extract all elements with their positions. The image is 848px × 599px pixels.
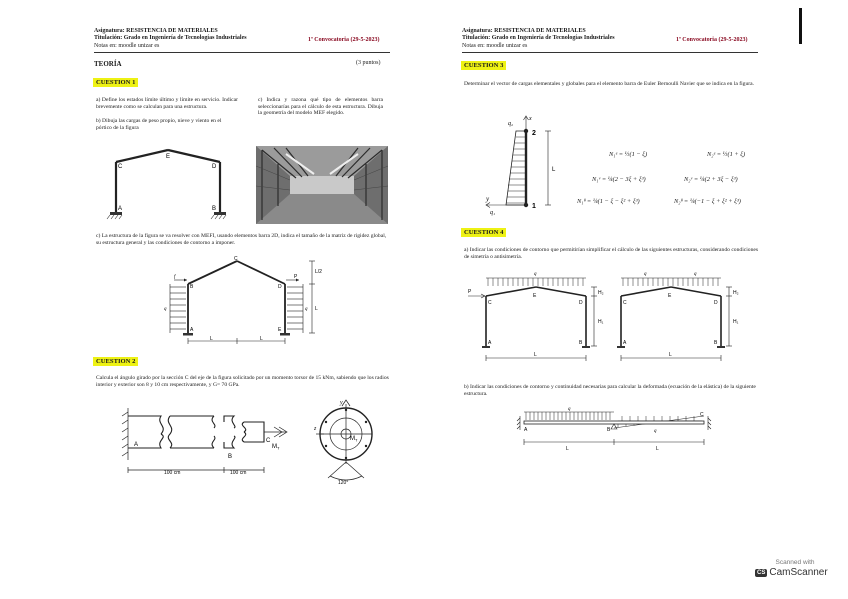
fr2-label-q1: q — [644, 272, 647, 277]
fr1-label-b: B — [579, 340, 583, 346]
right-notas: Notas en: moodle unizar es — [462, 42, 528, 49]
beam-label-y: y — [486, 195, 490, 203]
fr2-label-e: E — [668, 293, 672, 299]
shape-fn-1: N₁ᵉ = ½(1 − ξ) — [609, 151, 648, 158]
fem-label-q1: q — [164, 307, 167, 312]
scan-edge-mark — [799, 8, 802, 44]
shaft-dim-2: 100 cm — [230, 470, 247, 476]
fr1-label-h1: H₁ — [598, 319, 604, 325]
teoria-title: TEORÍA — [94, 60, 122, 68]
beam-label-q1: q₁ — [490, 210, 496, 216]
euler-beam-figure — [478, 115, 558, 220]
pf-label-c: C — [118, 164, 123, 170]
q1-a: a) Define los estados límite último y límite en servicio. Indicar brevemente como se calculan para una estructura. — [96, 97, 238, 110]
shape-fn-4: N₂ᵛ = ¼(2 + 3ξ − ξ³) — [684, 176, 738, 183]
fr1-label-h2: H₂ — [598, 290, 604, 296]
watermark-line1: Scanned with — [775, 559, 815, 566]
pf-label-d: D — [212, 164, 217, 170]
symmetry-frames-figure — [466, 266, 766, 366]
shaft-label-mt: $M_T$ — [272, 444, 280, 451]
continuous-beam-figure — [514, 404, 734, 454]
q1-title: CUESTION 1 — [93, 78, 138, 87]
fr1-label-d: D — [579, 300, 583, 306]
cb-label-b: B — [607, 427, 611, 433]
shape-fn-5: N₁ᶿ = ¼(1 − ξ − ξ² + ξ³) — [577, 198, 640, 205]
shape-fn-6: N₂ᶿ = ¼(−1 − ξ + ξ² + ξ³) — [674, 198, 741, 205]
cb-label-q1: q — [568, 407, 571, 412]
fem-label-l: L — [315, 306, 318, 312]
fr2-label-b: B — [714, 340, 718, 346]
fem-label-l2: L/2 — [315, 269, 322, 275]
right-convocatoria: 1ª Convocatoria (29-5-2023) — [676, 37, 748, 43]
section-label-y: y — [340, 400, 343, 406]
q4-b: b) Indicar las condiciones de contorno y continuidad necesarias para calcular la deformada (ecuación de la elástica) de la siguiente estructura. — [464, 384, 756, 397]
q4-title: CUESTION 4 — [461, 228, 506, 237]
fem-label-b: B — [190, 284, 194, 290]
fem-label-d: D — [278, 284, 282, 290]
fr2-label-l: L — [669, 352, 672, 358]
cb-label-l2: L — [656, 446, 659, 452]
q3-title: CUESTION 3 — [461, 61, 506, 70]
left-titulacion: Titulación: Grado en Ingeniería de Tecnologías Industriales — [94, 35, 247, 42]
warehouse-photo — [256, 146, 388, 224]
beam-label-l: L — [552, 167, 556, 173]
right-header-rule — [462, 52, 758, 53]
fr1-label-c: C — [488, 300, 492, 306]
pf-label-a: A — [118, 206, 123, 212]
fr2-label-c: C — [623, 300, 627, 306]
portal-frame-figure — [104, 142, 234, 222]
fem-label-p: P — [294, 274, 298, 280]
fem-label-lh2: L — [260, 336, 263, 342]
fr1-label-p: P — [468, 289, 472, 295]
cb-label-c: C — [700, 412, 704, 418]
left-header-rule — [94, 52, 390, 53]
camscanner-logo-icon: CS — [757, 569, 766, 576]
q2-text: Calcula el ángulo girado por la sección C del eje de la figura solicitado por un momento torsor de 15 kNm, sabiendo que los radios interior y exterior son 8 y 10 cm respectivamente, y G= 70 GPa. — [96, 375, 389, 388]
q2-title: CUESTION 2 — [93, 357, 138, 366]
camscanner-watermark — [755, 559, 835, 578]
left-asignatura: Asignatura: RESISTENCIA DE MATERIALES — [94, 28, 218, 34]
fr2-label-h1: H₁ — [733, 319, 739, 325]
fr1-label-l: L — [534, 352, 537, 358]
shape-fn-2: N₂ᵉ = ½(1 + ξ) — [707, 151, 746, 158]
fr2-label-q2: q — [694, 272, 697, 277]
pf-label-b: B — [212, 206, 217, 212]
right-page — [448, 0, 793, 599]
section-label-z: z — [314, 426, 317, 432]
shaft-dim-1: 100 cm — [164, 470, 181, 476]
fem-label-lh1: L — [210, 336, 213, 342]
shaft-label-b: B — [228, 454, 233, 460]
section-label-mt: $M_T$ — [350, 436, 358, 443]
shaft-label-c: C — [266, 438, 271, 444]
q3-text: Determinar el vector de cargas elementales y globales para el elemento barra de Euler Bernoulli Navier que se indica en la figura. — [464, 81, 755, 87]
fem-label-c: C — [234, 256, 238, 262]
shape-fn-3: N₁ᵛ = ¼(2 − 3ξ + ξ³) — [592, 176, 646, 183]
fr2-label-a: A — [623, 340, 627, 346]
beam-label-x: x — [529, 116, 532, 122]
cb-label-q2: q — [654, 429, 657, 434]
fr1-label-e: E — [533, 293, 537, 299]
left-header — [94, 28, 247, 50]
fem-label-e: E — [278, 327, 282, 333]
section-label-angle: 120° — [338, 480, 349, 486]
fr1-label-q: q — [534, 272, 537, 277]
fem-label-a: A — [190, 327, 194, 333]
points: (3 puntos) — [356, 60, 381, 66]
beam-label-q2: q₂ — [508, 121, 514, 127]
fem-label-f: f — [174, 275, 176, 280]
cb-label-l1: L — [566, 446, 569, 452]
fr1-label-a: A — [488, 340, 492, 346]
fem-frame-figure — [160, 255, 330, 345]
pf-label-e: E — [166, 154, 171, 160]
q1-b: b) Dibuja las cargas de peso propio, nieve y viento en el pórtico de la figura — [96, 118, 222, 131]
left-page — [80, 0, 415, 599]
q4-a: a) Indicar las condiciones de contorno que permitirían simplificar el cálculo de las siguientes estructuras, considerando condiciones de simetría o antisimetría. — [464, 247, 759, 260]
left-notas: Notas en: moodle unizar es — [94, 42, 160, 49]
beam-label-n2: 2 — [532, 130, 536, 137]
right-asignatura: Asignatura: RESISTENCIA DE MATERIALES — [462, 28, 586, 34]
cb-label-a: A — [524, 427, 528, 433]
torsion-shaft-figure — [116, 400, 406, 486]
shaft-label-a: A — [134, 442, 139, 448]
watermark-line2: CamScanner — [769, 567, 828, 578]
beam-label-n1: 1 — [532, 203, 536, 210]
right-header — [462, 28, 615, 50]
left-convocatoria: 1ª Convocatoria (29-5-2023) — [308, 37, 380, 43]
q1-c-side: c) Indica y razona qué tipo de elementos barra seleccionarías para el cálculo de esta estructura. Dibuja la geometría del modelo MEF elegido. — [258, 97, 383, 117]
fr2-label-d: D — [714, 300, 718, 306]
fem-label-q2: q — [305, 307, 308, 312]
q1-c-main: c) La estructura de la figura se va resolver con MEFI, usando elementos barra 2D, indica el tamaño de la matriz de rigidez global, su estructura general y las condiciones de contorno a imponer. — [96, 233, 387, 246]
right-titulacion: Titulación: Grado en Ingeniería de Tecnologías Industriales — [462, 35, 615, 42]
fr2-label-h2: H₂ — [733, 290, 739, 296]
